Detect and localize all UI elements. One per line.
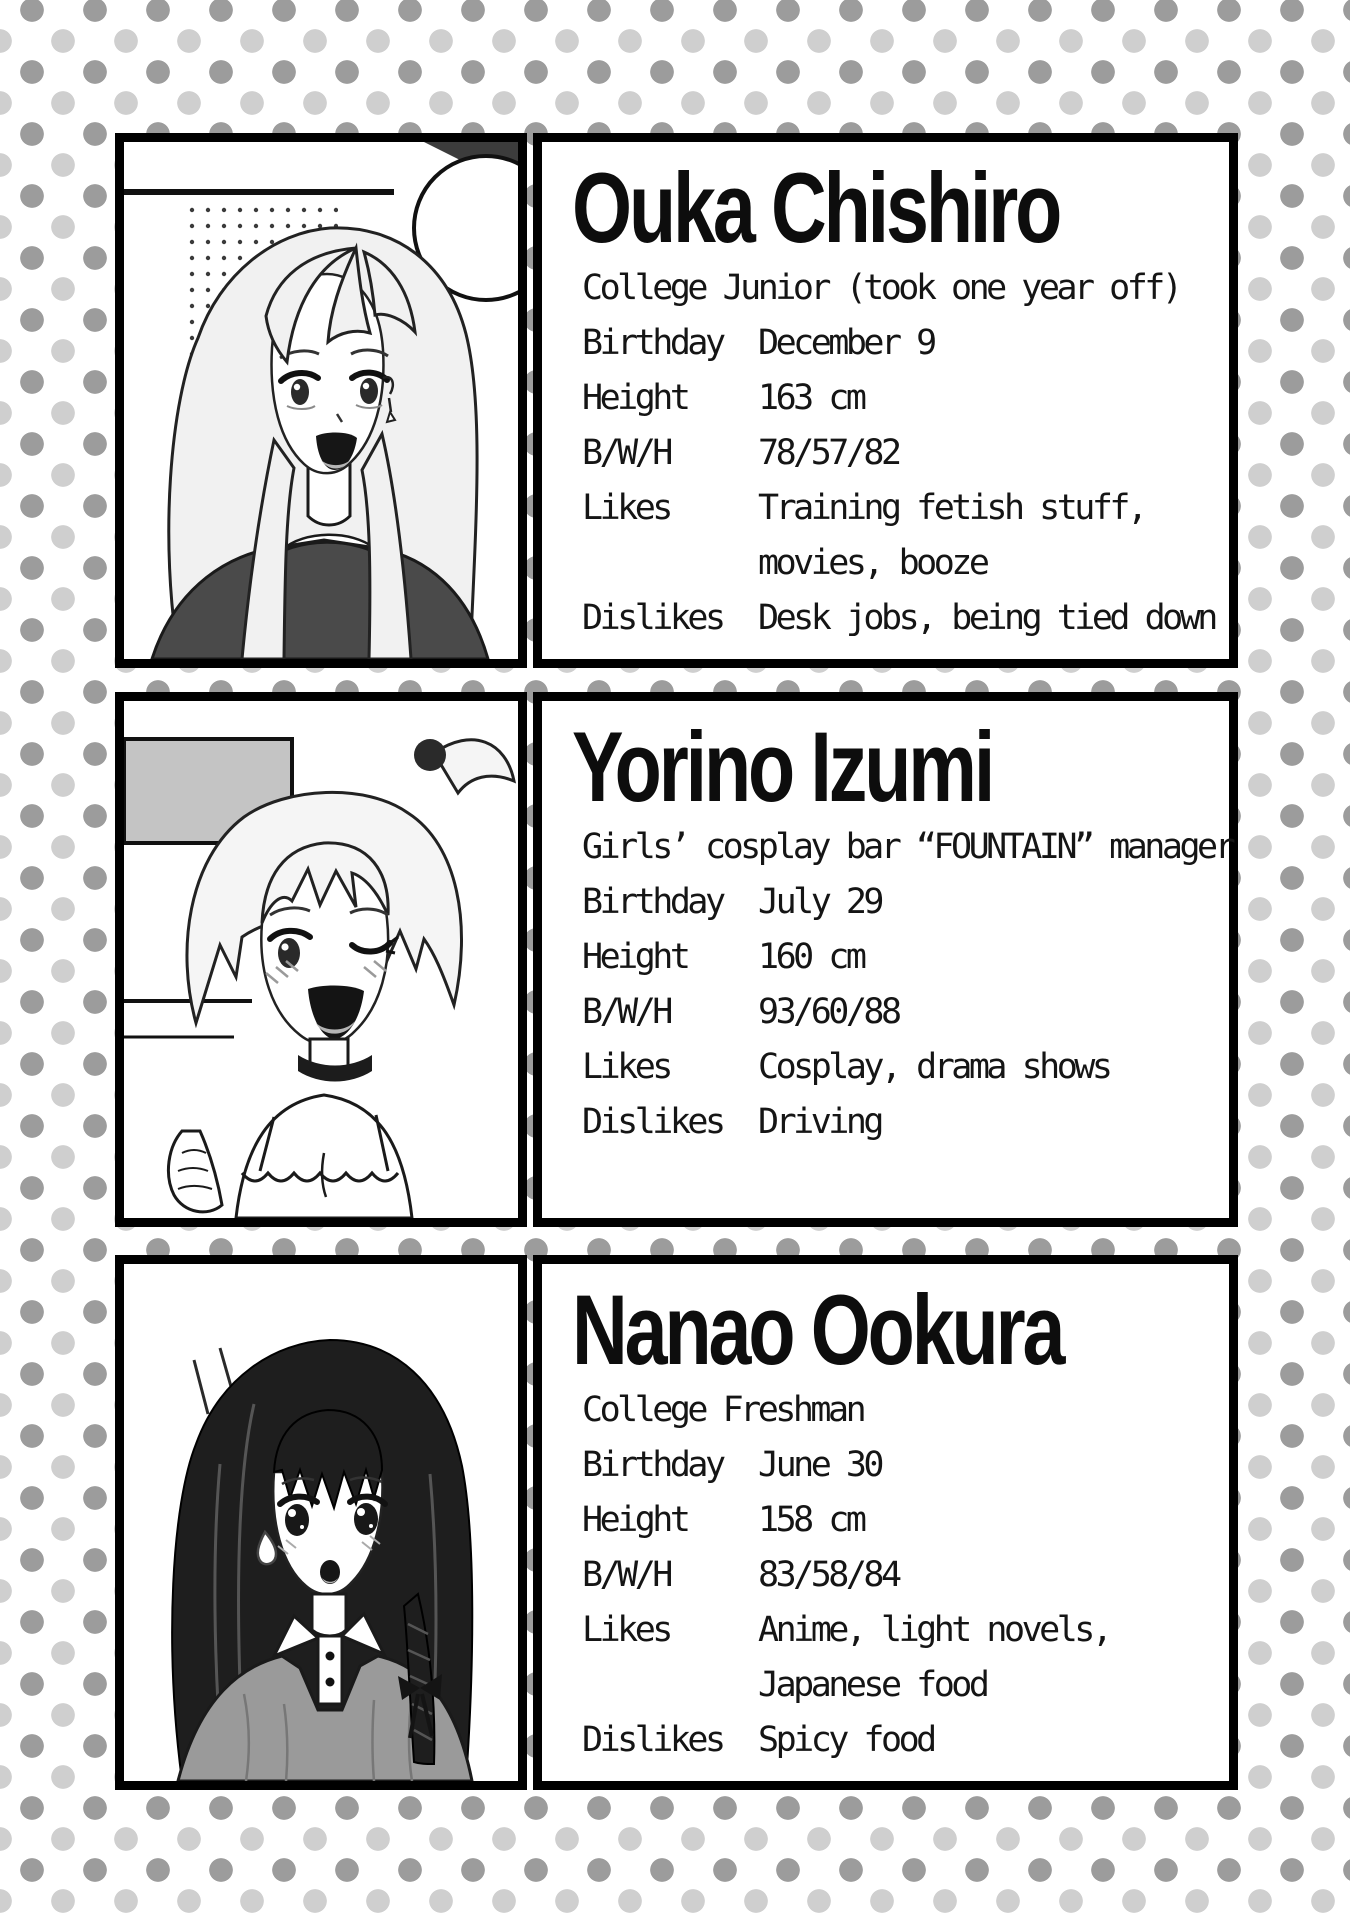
- profile-card-yorino: [533, 692, 1238, 1227]
- field-row-continuation: [582, 535, 1212, 590]
- field-label: Likes: [582, 1609, 670, 1650]
- field-value: Cosplay, drama shows: [758, 1046, 1110, 1087]
- field-row: [582, 590, 1215, 645]
- field-value: Anime, light novels,: [758, 1609, 1110, 1650]
- field-value: Training fetish stuff,: [758, 487, 1145, 528]
- field-row: [582, 929, 1212, 984]
- field-row: [582, 1039, 1212, 1094]
- field-label: Height: [582, 936, 688, 977]
- nanao-ookura-portrait: [124, 1264, 518, 1781]
- character-subtitle: College Junior (took one year off): [582, 267, 1180, 308]
- field-row: [582, 1547, 1212, 1602]
- field-label: Dislikes: [582, 1101, 723, 1142]
- field-label: Height: [582, 1499, 688, 1540]
- field-value: July 29: [758, 881, 882, 922]
- character-name: Nanao Ookura: [572, 1274, 1063, 1385]
- field-label: Likes: [582, 1046, 670, 1087]
- field-value: Spicy food: [758, 1719, 934, 1760]
- field-row: [582, 1437, 1212, 1492]
- field-value: Desk jobs, being tied down: [758, 597, 1215, 638]
- character-name: Ouka Chishiro: [572, 152, 1060, 263]
- field-label: B/W/H: [582, 432, 670, 473]
- field-value: 78/57/82: [758, 432, 899, 473]
- field-row: [582, 370, 1212, 425]
- field-row: [582, 480, 1212, 535]
- field-row: [582, 1094, 1212, 1149]
- field-row: [582, 315, 1212, 370]
- portrait-frame-yorino: [115, 692, 527, 1227]
- field-row: [582, 1712, 1212, 1767]
- portrait-frame-ouka: [115, 133, 527, 668]
- field-row: [582, 984, 1212, 1039]
- field-value: Japanese food: [758, 1664, 987, 1705]
- field-label: Birthday: [582, 881, 723, 922]
- portrait-frame-nanao: [115, 1255, 527, 1790]
- field-label: Birthday: [582, 322, 723, 363]
- field-row: [582, 1602, 1212, 1657]
- field-label: B/W/H: [582, 991, 670, 1032]
- profile-card-nanao: [533, 1255, 1238, 1790]
- field-label: Dislikes: [582, 597, 723, 638]
- ouka-chishiro-portrait: [124, 142, 518, 659]
- field-label: Dislikes: [582, 1719, 723, 1760]
- field-row: [582, 425, 1212, 480]
- character-fields: [582, 260, 1215, 645]
- field-row: [582, 1492, 1212, 1547]
- field-value: 83/58/84: [758, 1554, 899, 1595]
- character-name: Yorino Izumi: [572, 711, 993, 822]
- character-fields: [582, 1382, 1212, 1767]
- field-value: December 9: [758, 322, 934, 363]
- yorino-izumi-portrait: [124, 701, 518, 1218]
- character-subtitle: Girls’ cosplay bar “FOUNTAIN” manager: [582, 826, 1233, 867]
- field-label: B/W/H: [582, 1554, 670, 1595]
- field-label: Likes: [582, 487, 670, 528]
- field-value: Driving: [758, 1101, 882, 1142]
- profile-card-ouka: [533, 133, 1238, 668]
- field-value: 93/60/88: [758, 991, 899, 1032]
- field-label: Birthday: [582, 1444, 723, 1485]
- field-value: June 30: [758, 1444, 882, 1485]
- character-fields: [582, 819, 1233, 1149]
- character-subtitle: College Freshman: [582, 1389, 864, 1430]
- field-value: 158 cm: [758, 1499, 864, 1540]
- field-value: 160 cm: [758, 936, 864, 977]
- field-label: Height: [582, 377, 688, 418]
- field-value: movies, booze: [758, 542, 987, 583]
- field-row-continuation: [582, 1657, 1212, 1712]
- field-value: 163 cm: [758, 377, 864, 418]
- field-row: [582, 874, 1212, 929]
